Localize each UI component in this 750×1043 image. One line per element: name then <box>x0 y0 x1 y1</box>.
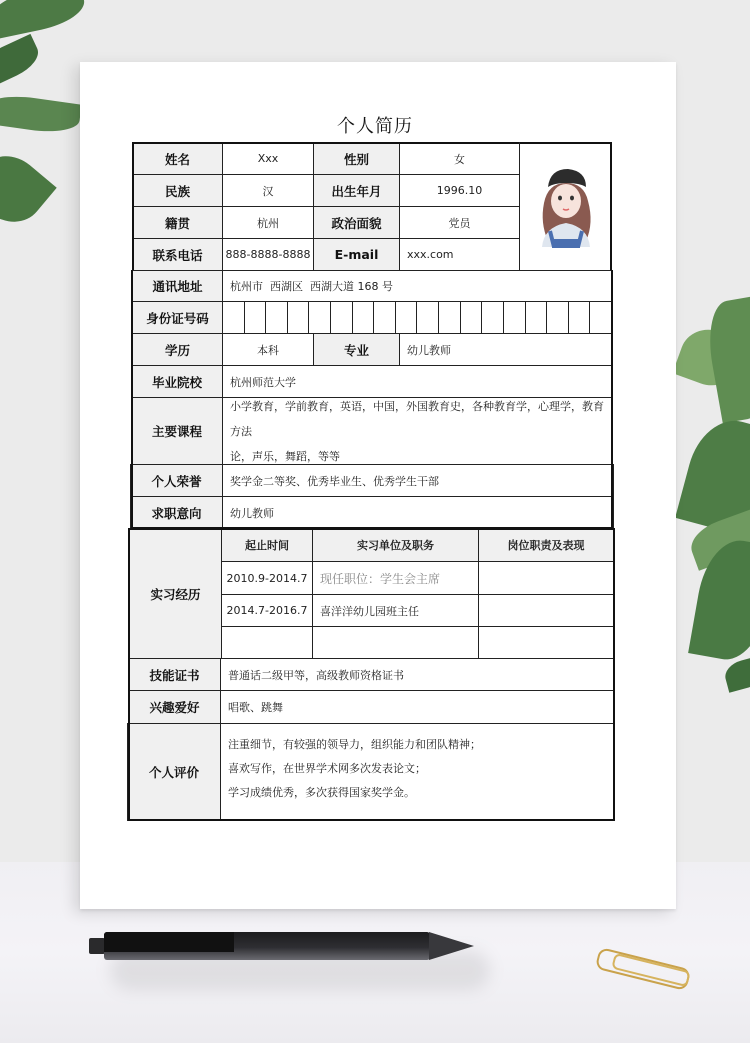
id-digit-cell <box>504 302 526 333</box>
evaluation-line: 学习成绩优秀，多次获得国家奖学金。 <box>228 786 415 799</box>
internship-header-duties: 岗位职责及表现 <box>478 528 614 562</box>
honors-label: 个人荣誉 <box>130 464 223 497</box>
id-digit-cell <box>245 302 267 333</box>
id-digit-cell <box>266 302 288 333</box>
address-label: 通讯地址 <box>132 270 223 302</box>
courses-label: 主要课程 <box>131 397 223 465</box>
evaluation-line: 注重细节，有较强的领导力，组织能力和团队精神； <box>228 738 481 751</box>
courses-line: 论，声乐，舞蹈，等等 <box>230 449 340 463</box>
internship-row-1-period: 2010.9-2014.7 <box>221 561 313 595</box>
skills-label: 技能证书 <box>128 658 221 691</box>
id-digit-cell <box>461 302 483 333</box>
id-digit-cell <box>482 302 504 333</box>
page-title: 个人简历 <box>337 116 413 137</box>
id-digit-cell <box>374 302 396 333</box>
birth-label: 出生年月 <box>313 174 400 207</box>
phone-value: 888-8888-8888 <box>222 238 314 271</box>
internship-label: 实习经历 <box>129 528 222 659</box>
internship-row-2-org: 喜洋洋幼儿园班主任 <box>312 594 479 627</box>
ethnicity-value: 汉 <box>222 174 314 207</box>
education-label: 学历 <box>132 333 223 366</box>
evaluation-line: 喜欢写作，在世界学术网多次发表论文； <box>228 762 426 775</box>
objective-label: 求职意向 <box>130 496 223 529</box>
phone-label: 联系电话 <box>132 238 223 271</box>
id-number-boxes <box>222 301 612 334</box>
internship-row-1-org: 现任职位：学生会主席 <box>312 561 479 595</box>
birth-value: 1996.10 <box>399 174 520 207</box>
major-value: 幼儿教师 <box>399 333 612 366</box>
id-digit-cell <box>331 302 353 333</box>
hobbies-value: 唱歌、跳舞 <box>220 690 615 724</box>
native-place-value: 杭州 <box>222 206 314 239</box>
profile-photo <box>520 143 611 269</box>
internship-row-3-duties <box>478 626 614 659</box>
courses-line: 小学教育，学前教育，英语，中国，外国教育史，各种教育学，心理学，教育方法 <box>230 399 604 438</box>
id-digit-cell <box>547 302 569 333</box>
courses-value <box>222 397 613 465</box>
email-value: xxx.com <box>399 238 520 271</box>
id-digit-cell <box>590 302 611 333</box>
education-value: 本科 <box>222 333 314 366</box>
photo-divider <box>519 142 520 271</box>
id-digit-cell <box>526 302 548 333</box>
evaluation-value <box>220 723 615 821</box>
school-value: 杭州师范大学 <box>222 365 613 398</box>
internship-row-3-period <box>221 626 313 659</box>
major-label: 专业 <box>313 333 400 366</box>
internship-header-period: 起止时间 <box>221 528 313 562</box>
girl-portrait-icon <box>520 143 611 269</box>
internship-row-2-period: 2014.7-2016.7 <box>221 594 313 627</box>
id-digit-cell <box>396 302 418 333</box>
political-value: 党员 <box>399 206 520 239</box>
id-digit-cell <box>353 302 375 333</box>
id-label: 身份证号码 <box>132 301 223 334</box>
id-digit-cell <box>288 302 310 333</box>
ethnicity-label: 民族 <box>132 174 223 207</box>
hobbies-label: 兴趣爱好 <box>128 690 221 724</box>
name-label: 姓名 <box>132 142 223 175</box>
gender-value: 女 <box>399 142 520 175</box>
id-digit-cell <box>439 302 461 333</box>
internship-row-3-org <box>312 626 479 659</box>
email-label: E-mail <box>313 238 400 271</box>
gender-label: 性别 <box>313 142 400 175</box>
id-digit-cell <box>309 302 331 333</box>
native-place-label: 籍贯 <box>132 206 223 239</box>
internship-row-1-duties <box>478 561 614 595</box>
id-digit-cell <box>223 302 245 333</box>
id-digit-cell <box>417 302 439 333</box>
political-label: 政治面貌 <box>313 206 400 239</box>
school-label: 毕业院校 <box>131 365 223 398</box>
evaluation-label: 个人评价 <box>127 723 221 821</box>
internship-row-2-duties <box>478 594 614 627</box>
objective-value: 幼儿教师 <box>222 496 614 529</box>
name-value: Xxx <box>222 142 314 175</box>
honors-value: 奖学金二等奖、优秀毕业生、优秀学生干部 <box>222 464 614 497</box>
skills-value: 普通话二级甲等，高级教师资格证书 <box>220 658 615 691</box>
id-digit-cell <box>569 302 591 333</box>
internship-header-org: 实习单位及职务 <box>312 528 479 562</box>
address-value: 杭州市 西湖区 西湖大道 168 号 <box>222 270 612 302</box>
